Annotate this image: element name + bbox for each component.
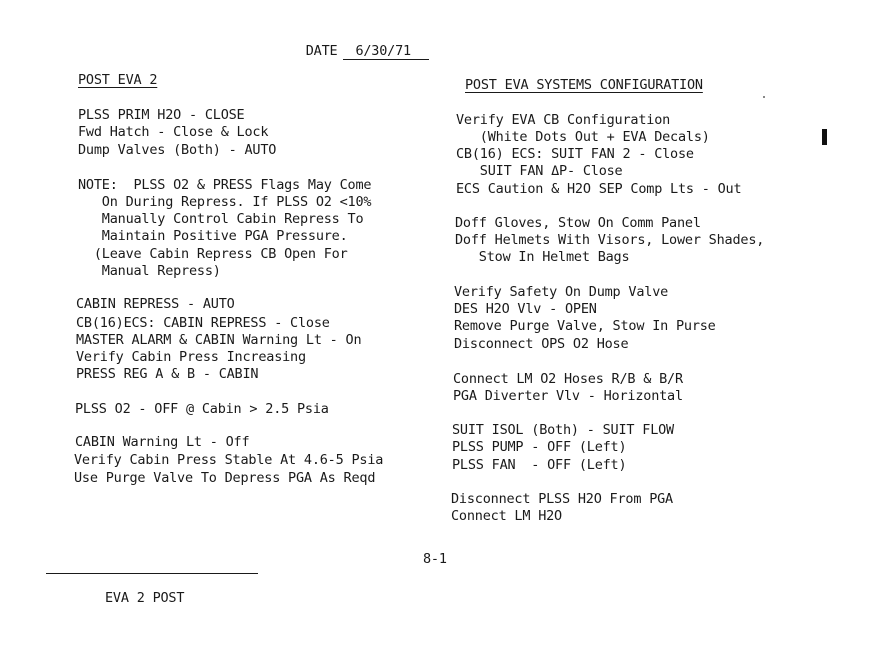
right-line: CB(16) ECS: SUIT FAN 2 - Close xyxy=(456,146,694,162)
right-line: Connect LM H2O xyxy=(451,508,562,524)
page-number: 8-1 xyxy=(423,551,447,567)
right-line: Verify EVA CB Configuration xyxy=(456,112,671,128)
left-line: Fwd Hatch - Close & Lock xyxy=(78,124,269,140)
left-line: NOTE: PLSS O2 & PRESS Flags May Come xyxy=(78,177,372,193)
left-line: PLSS O2 - OFF @ Cabin > 2.5 Psia xyxy=(75,401,329,417)
right-heading: POST EVA SYSTEMS CONFIGURATION xyxy=(465,77,703,93)
right-line: SUIT FAN ΔP- Close xyxy=(456,163,623,179)
left-line: PLSS PRIM H2O - CLOSE xyxy=(78,107,245,123)
right-line: Verify Safety On Dump Valve xyxy=(454,284,669,300)
right-line: SUIT ISOL (Both) - SUIT FLOW xyxy=(452,422,674,438)
left-heading: POST EVA 2 xyxy=(78,72,158,88)
right-line: PGA Diverter Vlv - Horizontal xyxy=(453,388,683,404)
left-line: PRESS REG A & B - CABIN xyxy=(76,366,259,382)
date-label: DATE xyxy=(305,43,338,59)
left-line: Verify Cabin Press Stable At 4.6-5 Psia xyxy=(74,452,384,468)
right-line: Disconnect OPS O2 Hose xyxy=(454,336,629,352)
date-field xyxy=(274,26,429,77)
left-line: MASTER ALARM & CABIN Warning Lt - On xyxy=(76,332,362,348)
right-line: DES H2O Vlv - OPEN xyxy=(454,301,597,317)
change-bar xyxy=(822,129,827,145)
right-line: PLSS PUMP - OFF (Left) xyxy=(452,439,627,455)
left-line: Maintain Positive PGA Pressure. xyxy=(78,228,348,244)
left-line: CB(16)ECS: CABIN REPRESS - Close xyxy=(76,315,330,331)
right-line: PLSS FAN - OFF (Left) xyxy=(452,457,627,473)
left-line: Dump Valves (Both) - AUTO xyxy=(78,142,277,158)
left-line: CABIN REPRESS - AUTO xyxy=(76,296,235,312)
right-line: Doff Gloves, Stow On Comm Panel xyxy=(455,215,701,231)
left-line: Manual Repress) xyxy=(78,263,221,279)
right-line: Disconnect PLSS H2O From PGA xyxy=(451,491,673,507)
right-line: (White Dots Out + EVA Decals) xyxy=(456,129,710,145)
date-value: 6/30/71 xyxy=(343,44,429,60)
left-line: Use Purge Valve To Depress PGA As Reqd xyxy=(74,470,376,486)
section-label: EVA 2 POST xyxy=(105,590,185,606)
right-line: Connect LM O2 Hoses R/B & B/R xyxy=(453,371,683,387)
left-line: CABIN Warning Lt - Off xyxy=(75,434,250,450)
left-line: On During Repress. If PLSS O2 <10% xyxy=(78,194,372,210)
left-line: Manually Control Cabin Repress To xyxy=(78,211,364,227)
right-line: Remove Purge Valve, Stow In Purse xyxy=(454,318,716,334)
right-line: ECS Caution & H2O SEP Comp Lts - Out xyxy=(456,181,742,197)
footer-rule xyxy=(46,573,258,574)
right-line: Doff Helmets With Visors, Lower Shades, xyxy=(455,232,765,248)
speck xyxy=(763,96,765,98)
right-line: Stow In Helmet Bags xyxy=(455,249,630,265)
left-line: (Leave Cabin Repress CB Open For xyxy=(78,246,348,262)
left-line: Verify Cabin Press Increasing xyxy=(76,349,306,365)
